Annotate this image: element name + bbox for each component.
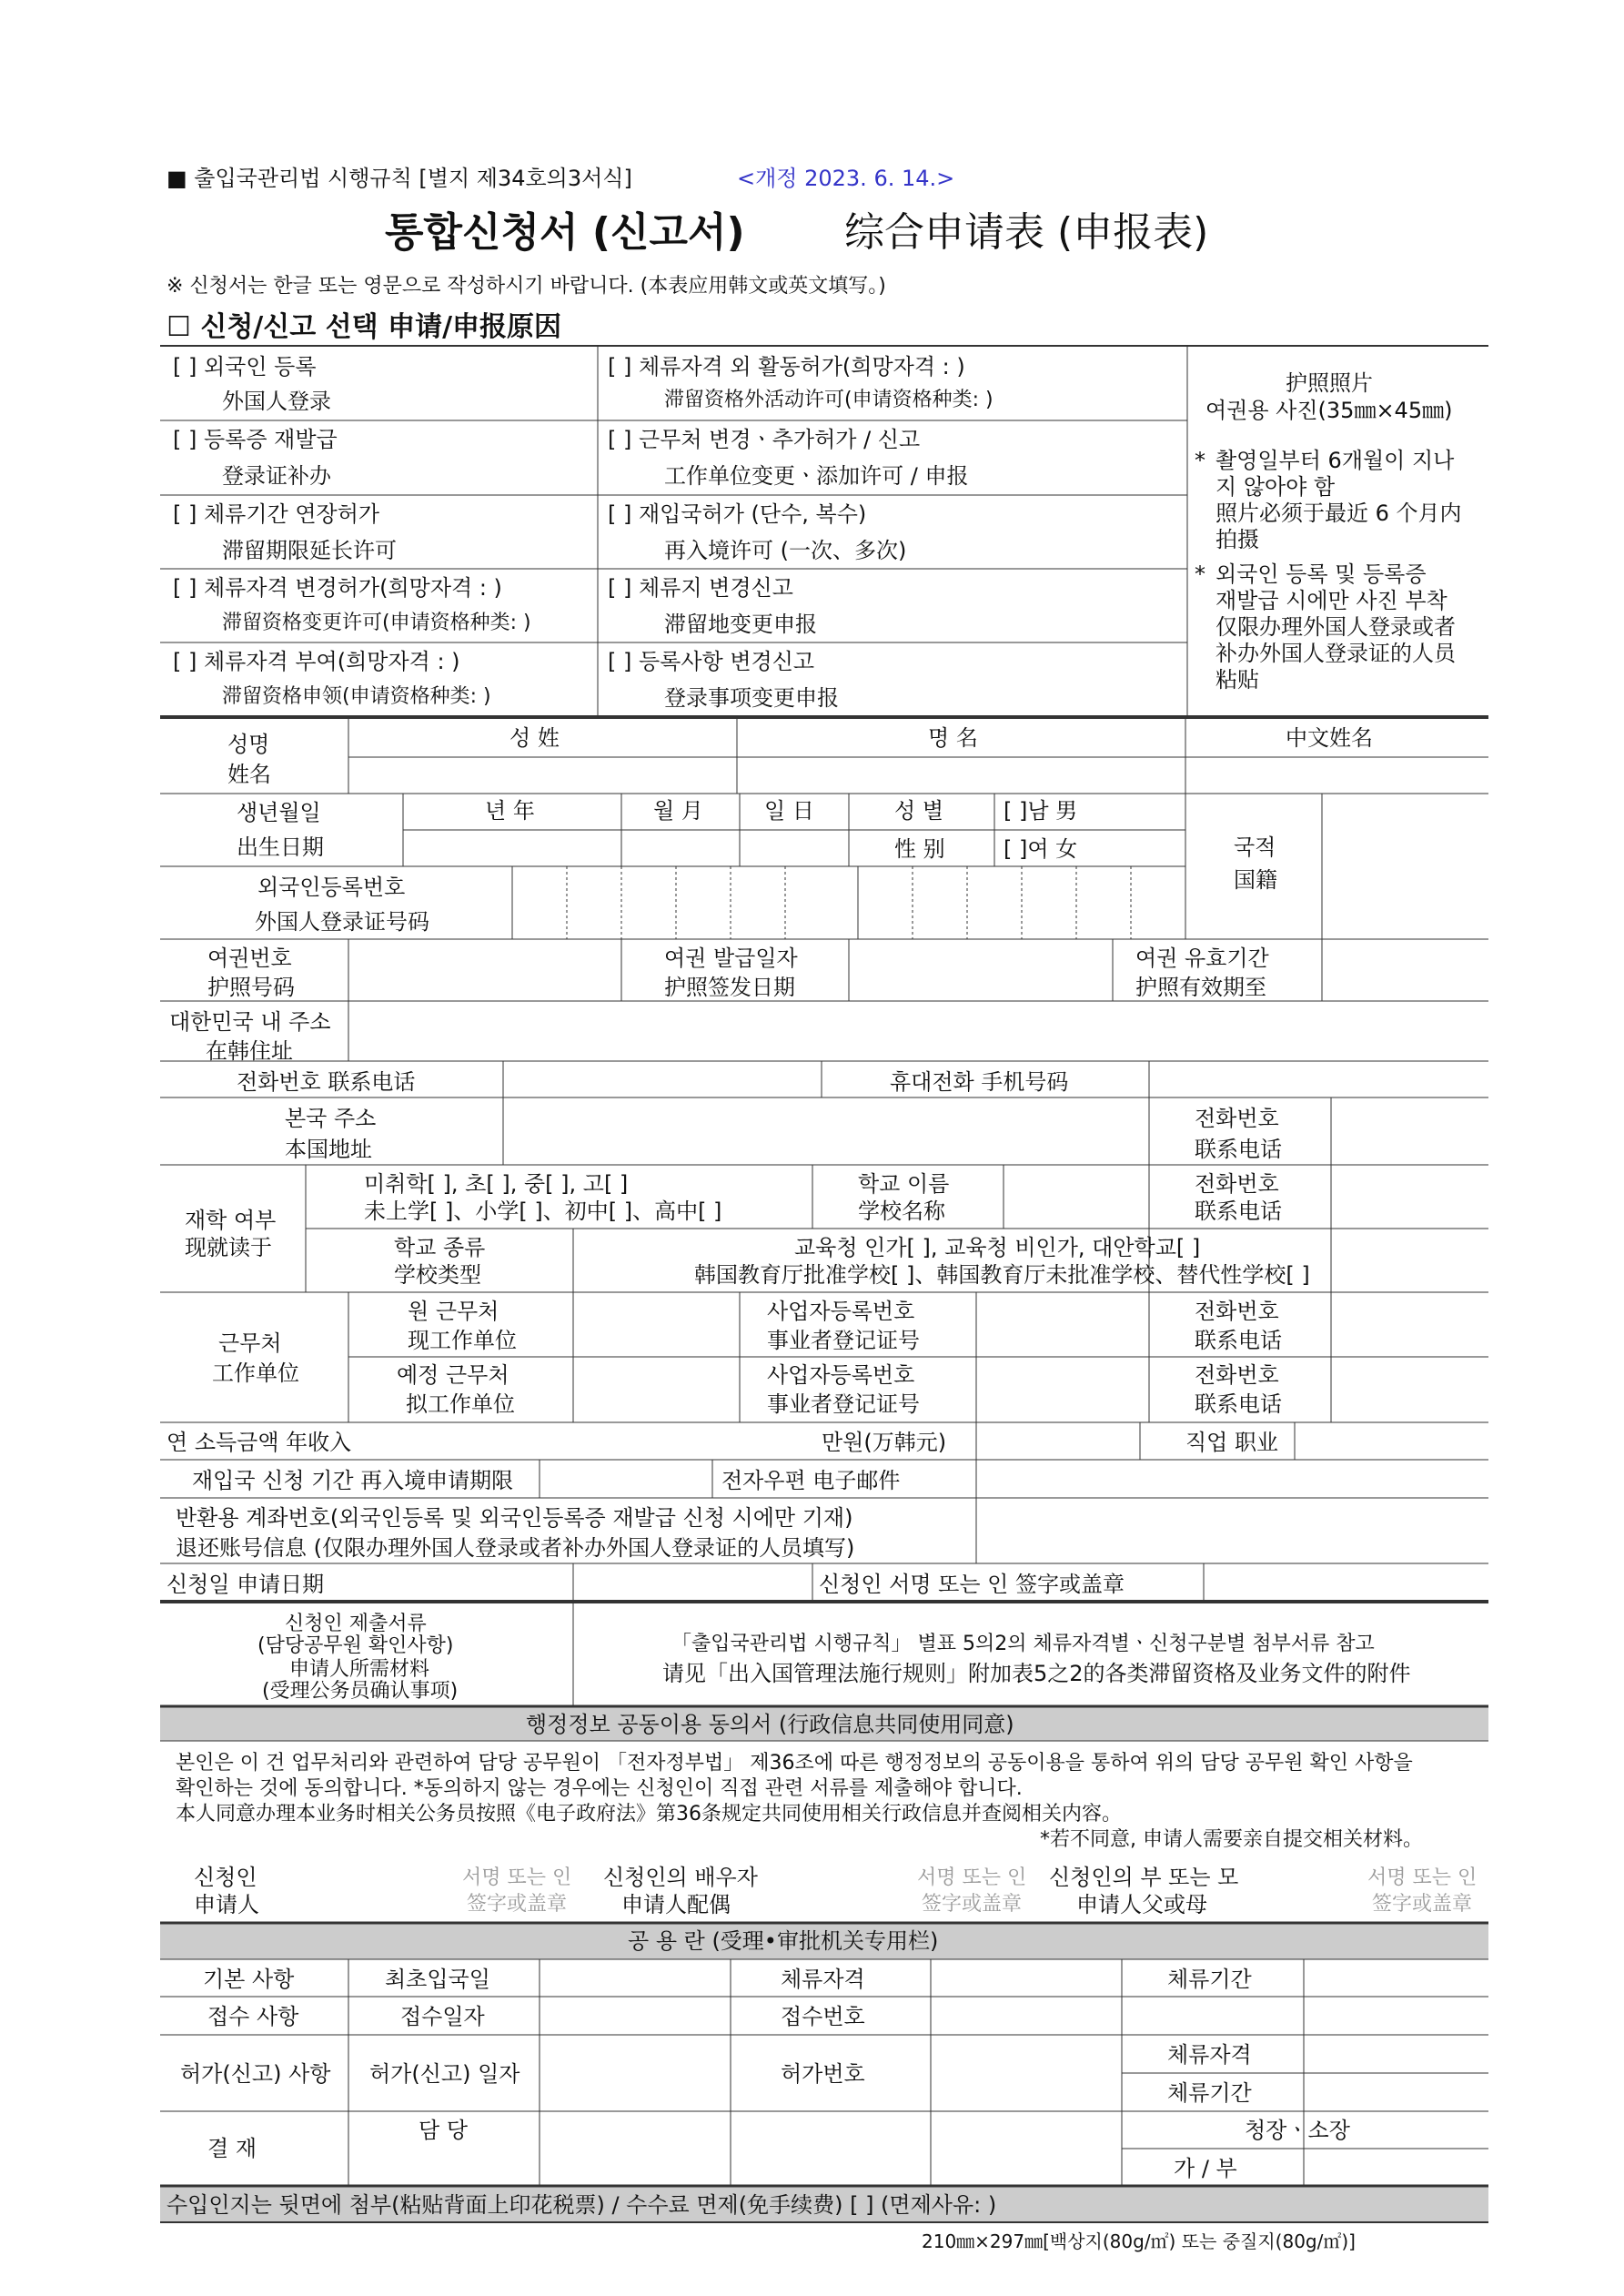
- type-address-change-cn: 滞留地变更申报: [664, 612, 817, 637]
- name-label-cn: 姓名: [227, 762, 271, 787]
- male-checkbox[interactable]: [ ]남 男: [1004, 798, 1078, 824]
- dob-day-input[interactable]: [741, 831, 848, 865]
- photo-title-cn: 护照照片: [1286, 370, 1373, 396]
- office-basic-label: 기본 사항: [203, 1967, 295, 1992]
- photo-note2-cn-2: 补办外国人登录证的人员: [1215, 641, 1456, 666]
- consent-parent-sign-ko[interactable]: 서명 또는 인: [1367, 1866, 1478, 1889]
- school-name-input[interactable]: [1004, 1166, 1148, 1228]
- occupation-label: 직업 职业: [1185, 1430, 1278, 1455]
- planned-bizno-label-cn: 事业者登记证号: [767, 1391, 920, 1417]
- planned-bizno-label-ko: 사업자등록번호: [767, 1362, 915, 1388]
- school-name-label-ko: 학교 이름: [858, 1171, 950, 1197]
- office-first-entry-label: 최초입국일: [385, 1967, 490, 1992]
- nationality-label-ko: 국적: [1234, 834, 1276, 860]
- office-permit-label: 허가(신고) 사항: [180, 2061, 331, 2087]
- section-title: ☐ 신청/신고 선택 申请/申报原因: [166, 311, 562, 343]
- photo-title-ko: 여권용 사진(35㎜×45㎜): [1205, 398, 1453, 423]
- type-reentry[interactable]: [ ] 재입국허가 (단수, 복수): [608, 501, 867, 527]
- nationality-label-cn: 国籍: [1234, 867, 1277, 893]
- type-card-reissue[interactable]: [ ] 등록증 재발급: [173, 427, 338, 452]
- school-name-label-cn: 学校名称: [858, 1199, 945, 1224]
- sex-label-cn: 性 别: [894, 836, 945, 862]
- type-alien-registration[interactable]: [ ] 외국인 등록: [173, 354, 317, 379]
- phone-label: 전화번호 联系电话: [237, 1069, 416, 1095]
- consent-parent-ko: 신청인의 부 또는 모: [1049, 1865, 1239, 1890]
- photo-note1-mark: *: [1195, 448, 1205, 473]
- stamp-fee-notice: 수입인지는 뒷면에 첨부(粘贴背面上印花税票) / 수수료 면제(免手续费) [ ] (면제사유: ): [166, 2192, 997, 2218]
- application-date-label: 신청일 申请日期: [166, 1572, 325, 1597]
- title-chinese: 综合申请表 (申报表): [844, 209, 1209, 256]
- reentry-period-label: 재입국 신청 기간 再入境申请期限: [192, 1468, 514, 1493]
- office-receipt-date-label: 접수일자: [400, 2004, 485, 2029]
- revision-date: <개정 2023. 6. 14.>: [737, 166, 955, 191]
- current-bizno-label-cn: 事业者登记证号: [767, 1328, 920, 1353]
- passport-exp-input[interactable]: [1323, 940, 1488, 1000]
- refund-account-label-cn: 退还账号信息 (仅限办理外国人登录或者补办外国人登录证的人员填写): [176, 1535, 855, 1561]
- type-reentry-cn: 再入境许可 (一次、多次): [664, 538, 907, 563]
- chinese-name-input[interactable]: [1186, 758, 1488, 793]
- photo-note2-mark: *: [1195, 561, 1205, 587]
- korea-address-input[interactable]: [349, 1002, 1488, 1060]
- type-status-change[interactable]: [ ] 체류자격 변경허가(희망자격 : ): [173, 575, 502, 601]
- type-extra-activity-cn: 滞留资格外活动许可(申请资格种类: ): [664, 389, 994, 411]
- office-receipt-label: 접수 사항: [207, 2004, 299, 2029]
- current-work-label-ko: 원 근무처: [408, 1299, 499, 1324]
- school-tel-label-ko: 전화번호: [1195, 1171, 1279, 1197]
- work-label-ko: 근무처: [218, 1330, 282, 1356]
- signature-label: 신청인 서명 또는 인 签字或盖章: [819, 1572, 1125, 1597]
- passport-no-label-cn: 护照号码: [207, 975, 295, 1000]
- dob-month-input[interactable]: [622, 831, 739, 865]
- income-label: 연 소득금액 年收入: [166, 1430, 352, 1455]
- passport-issue-label-cn: 护照签发日期: [664, 975, 795, 1000]
- documents-label-cn-1: 申请人所需材料: [289, 1658, 430, 1681]
- type-extension[interactable]: [ ] 체류기간 연장허가: [173, 501, 380, 527]
- legal-basis: ■ 출입국관리법 시행규칙 [별지 제34호의3서식]: [166, 166, 632, 191]
- dob-year-input[interactable]: [404, 831, 620, 865]
- home-address-label-ko: 본국 주소: [285, 1106, 377, 1131]
- school-levels-cn: 未上学[ ]、小学[ ]、初中[ ]、高中[ ]: [364, 1199, 722, 1224]
- type-workplace-change-cn: 工作单位变更ㆍ添加许可 / 申报: [664, 463, 969, 489]
- photo-note2-cn-3: 粘贴: [1215, 667, 1259, 693]
- consent-applicant-cn: 申请人: [194, 1892, 259, 1917]
- current-work-tel-label-ko: 전화번호: [1195, 1299, 1279, 1324]
- email-label: 전자우편 电子邮件: [721, 1468, 901, 1493]
- type-status-grant[interactable]: [ ] 체류자격 부여(희망자격 : ): [173, 649, 460, 674]
- type-registration-change[interactable]: [ ] 등록사항 변경신고: [608, 649, 815, 674]
- income-unit: 만원(万韩元): [822, 1430, 947, 1455]
- planned-work-input[interactable]: [574, 1358, 739, 1421]
- consent-applicant-sign-cn: 签字或盖章: [467, 1893, 568, 1916]
- surname-label: 성 姓: [509, 725, 560, 751]
- planned-work-label-ko: 예정 근무처: [397, 1362, 509, 1388]
- consent-spouse-sign-ko[interactable]: 서명 또는 인: [917, 1866, 1027, 1889]
- passport-no-input[interactable]: [349, 940, 620, 1000]
- planned-work-tel-label-ko: 전화번호: [1195, 1362, 1279, 1388]
- passport-no-label-ko: 여권번호: [207, 946, 292, 971]
- female-checkbox[interactable]: [ ]여 女: [1004, 836, 1078, 862]
- home-tel-input[interactable]: [1332, 1098, 1488, 1164]
- documents-label-ko-2: (담당공무원 확인사항): [257, 1634, 454, 1657]
- consent-line-4: *若不同意, 申请人需要亲自提交相关材料。: [1040, 1828, 1423, 1851]
- current-work-input[interactable]: [574, 1293, 739, 1356]
- type-address-change[interactable]: [ ] 체류지 변경신고: [608, 575, 793, 601]
- planned-bizno-input[interactable]: [977, 1358, 1148, 1421]
- photo-note2-ko-2: 재발급 시에만 사진 부착: [1215, 588, 1447, 613]
- office-permit-period-label: 체류기간: [1167, 2080, 1252, 2106]
- paper-spec: 210㎜×297㎜[백상지(80g/㎡) 또는 중질지(80g/㎡)]: [922, 2230, 1356, 2252]
- current-work-label-cn: 现工作单位: [408, 1328, 517, 1353]
- type-card-reissue-cn: 登录证补办: [222, 463, 331, 489]
- consent-applicant-ko: 신청인: [194, 1865, 257, 1890]
- passport-issue-label-ko: 여권 발급일자: [664, 946, 798, 971]
- school-tel-input[interactable]: [1332, 1166, 1488, 1228]
- school-label-ko: 재학 여부: [185, 1208, 277, 1233]
- title-korean: 통합신청서 (신고서): [385, 209, 745, 256]
- type-status-grant-cn: 滞留资格申领(申请资格种类: ): [222, 685, 491, 708]
- reentry-period-input[interactable]: [540, 1461, 711, 1497]
- refund-account-label-ko: 반환용 계좌번호(외국인등록 및 외국인등록증 재발급 신청 시에만 기재): [176, 1505, 853, 1531]
- name-label-ko: 성명: [227, 732, 270, 757]
- work-label-cn: 工作单位: [212, 1360, 299, 1386]
- regno-label-ko: 외국인등록번호: [257, 875, 406, 900]
- office-permit-no-label: 허가번호: [781, 2061, 865, 2087]
- email-input[interactable]: [977, 1461, 1488, 1497]
- photo-note1-ko-1: 촬영일부터 6개월이 지나: [1215, 448, 1455, 473]
- photo-note1-ko-2: 지 않아야 함: [1215, 474, 1336, 500]
- office-status-label: 체류자격: [781, 1967, 865, 1992]
- office-period-label: 체류기간: [1167, 1967, 1252, 1992]
- dob-label-cn: 出生日期: [237, 834, 324, 860]
- documents-text-ko: 「출입국관리법 시행규칙」 별표 5의2의 체류자격별ㆍ신청구분별 첨부서류 참고: [671, 1633, 1375, 1655]
- consent-parent-sign-cn: 签字或盖章: [1372, 1893, 1473, 1916]
- passport-exp-label-ko: 여권 유효기간: [1135, 946, 1269, 971]
- office-officer-label: 담 당: [419, 2118, 468, 2143]
- refund-account-input[interactable]: [977, 1499, 1488, 1563]
- mobile-input[interactable]: [1150, 1062, 1488, 1097]
- passport-exp-label-cn: 护照有效期至: [1135, 975, 1266, 1000]
- type-workplace-change[interactable]: [ ] 근무처 변경ㆍ추가허가 / 신고: [608, 427, 921, 452]
- consent-spouse-ko: 신청인의 배우자: [603, 1865, 758, 1890]
- phone-input[interactable]: [504, 1062, 821, 1097]
- chinese-name-label: 中文姓名: [1286, 725, 1373, 751]
- type-extension-cn: 滞留期限延长许可: [222, 538, 397, 563]
- school-type-label-cn: 学校类型: [394, 1262, 481, 1288]
- current-bizno-label-ko: 사업자등록번호: [767, 1299, 915, 1324]
- type-alien-registration-cn: 外国人登录: [222, 389, 331, 414]
- photo-note2-ko-1: 외국인 등록 및 등록증: [1215, 561, 1427, 587]
- nationality-input[interactable]: [1323, 794, 1488, 938]
- given-name-input[interactable]: [738, 758, 1185, 793]
- office-permit-status-label: 체류자격: [1167, 2042, 1252, 2068]
- income-input[interactable]: [540, 1423, 813, 1459]
- day-label: 일 日: [764, 798, 814, 824]
- consent-spouse-sign-cn: 签字或盖章: [922, 1893, 1023, 1916]
- home-address-label-cn: 本国地址: [285, 1137, 372, 1162]
- photo-note1-cn-2: 拍摄: [1215, 527, 1259, 552]
- type-status-change-cn: 滞留资格变更许可(申请资格种类: ): [222, 612, 531, 634]
- planned-work-label-cn: 拟工作单位: [406, 1391, 515, 1417]
- office-approval-label: 결 재: [207, 2136, 257, 2161]
- documents-label-ko-1: 신청인 제출서류: [285, 1613, 427, 1635]
- office-chief-label: 청장ㆍ소장: [1245, 2118, 1350, 2143]
- home-address-input[interactable]: [504, 1098, 1148, 1164]
- current-bizno-input[interactable]: [977, 1293, 1148, 1356]
- regno-input[interactable]: [513, 867, 1185, 938]
- given-name-label: 명 名: [928, 725, 978, 751]
- passport-issue-input[interactable]: [850, 940, 1112, 1000]
- consent-line-1: 본인은 이 건 업무처리와 관련하여 담당 공무원이 「전자정부법」 제36조에 따른 행정정보의 공동이용을 통하여 위의 담당 공무원 확인 사항을: [176, 1752, 1413, 1775]
- office-decision-label: 가 / 부: [1174, 2156, 1237, 2181]
- consent-applicant-sign-ko[interactable]: 서명 또는 인: [462, 1866, 572, 1889]
- signature-input[interactable]: [1205, 1564, 1488, 1601]
- application-date-input[interactable]: [574, 1564, 812, 1601]
- planned-work-tel-input[interactable]: [1332, 1358, 1488, 1421]
- school-type-label-ko: 학교 종류: [394, 1235, 486, 1260]
- current-work-tel-label-cn: 联系电话: [1195, 1328, 1282, 1353]
- korea-address-label-ko: 대한민국 내 주소: [169, 1009, 331, 1035]
- month-label: 월 月: [653, 798, 703, 824]
- school-label-cn: 现就读于: [185, 1235, 272, 1260]
- office-use-title: 공 용 란 (受理•审批机关专用栏): [628, 1928, 939, 1954]
- type-registration-change-cn: 登录事项变更申报: [664, 685, 839, 711]
- consent-title: 행정정보 공동이용 동의서 (行政信息共同使用同意): [526, 1712, 1014, 1737]
- sex-label-ko: 성 별: [894, 798, 943, 824]
- office-permit-date-label: 허가(신고) 일자: [369, 2061, 520, 2087]
- documents-text-cn: 请见「出入国管理法施行规则」附加表5之2的各类滞留资格及业务文件的附件: [662, 1661, 1411, 1686]
- dob-label-ko: 생년월일: [237, 800, 321, 825]
- type-extra-activity[interactable]: [ ] 체류자격 외 활동허가(희망자격 : ): [608, 354, 965, 379]
- school-type-options-cn: 韩国教育厅批准学校[ ]、韩国教育厅未批准学校、替代性学校[ ]: [694, 1262, 1310, 1288]
- consent-line-2: 확인하는 것에 동의합니다. *동의하지 않는 경우에는 신청인이 직접 관련 서류를 제출해야 합니다.: [176, 1777, 1023, 1800]
- documents-label-cn-2: (受理公务员确认事项): [262, 1680, 459, 1703]
- school-type-options-ko[interactable]: 교육청 인가[ ], 교육청 비인가, 대안학교[ ]: [794, 1235, 1201, 1260]
- photo-note1-cn-1: 照片必须于最近 6 个月内: [1215, 501, 1462, 526]
- korea-address-label-cn: 在韩住址: [206, 1038, 293, 1064]
- office-receipt-no-label: 접수번호: [781, 2004, 865, 2029]
- surname-input[interactable]: [349, 758, 736, 793]
- home-tel-label-cn: 联系电话: [1195, 1137, 1282, 1162]
- planned-work-tel-label-cn: 联系电话: [1195, 1391, 1282, 1417]
- consent-spouse-cn: 申请人配偶: [621, 1892, 731, 1917]
- home-tel-label-ko: 전화번호: [1195, 1106, 1279, 1131]
- photo-note2-cn-1: 仅限办理外国人登录或者: [1215, 614, 1456, 640]
- year-label: 년 年: [485, 798, 535, 824]
- language-notice: ※ 신청서는 한글 또는 영문으로 작성하시기 바랍니다. (本表应用韩文或英文填写。): [166, 275, 886, 298]
- occupation-input[interactable]: [1296, 1423, 1488, 1459]
- mobile-label: 휴대전화 手机号码: [890, 1069, 1069, 1095]
- current-work-tel-input[interactable]: [1332, 1293, 1488, 1356]
- consent-parent-cn: 申请人父或母: [1076, 1892, 1207, 1917]
- regno-label-cn: 外国人登录证号码: [255, 909, 429, 935]
- consent-line-3: 本人同意办理本业务时相关公务员按照《电子政府法》第36条规定共同使用相关行政信息并查阅相关内容。: [176, 1803, 1122, 1826]
- school-tel-label-cn: 联系电话: [1195, 1199, 1282, 1224]
- school-levels-ko[interactable]: 미취학[ ], 초[ ], 중[ ], 고[ ]: [364, 1171, 629, 1197]
